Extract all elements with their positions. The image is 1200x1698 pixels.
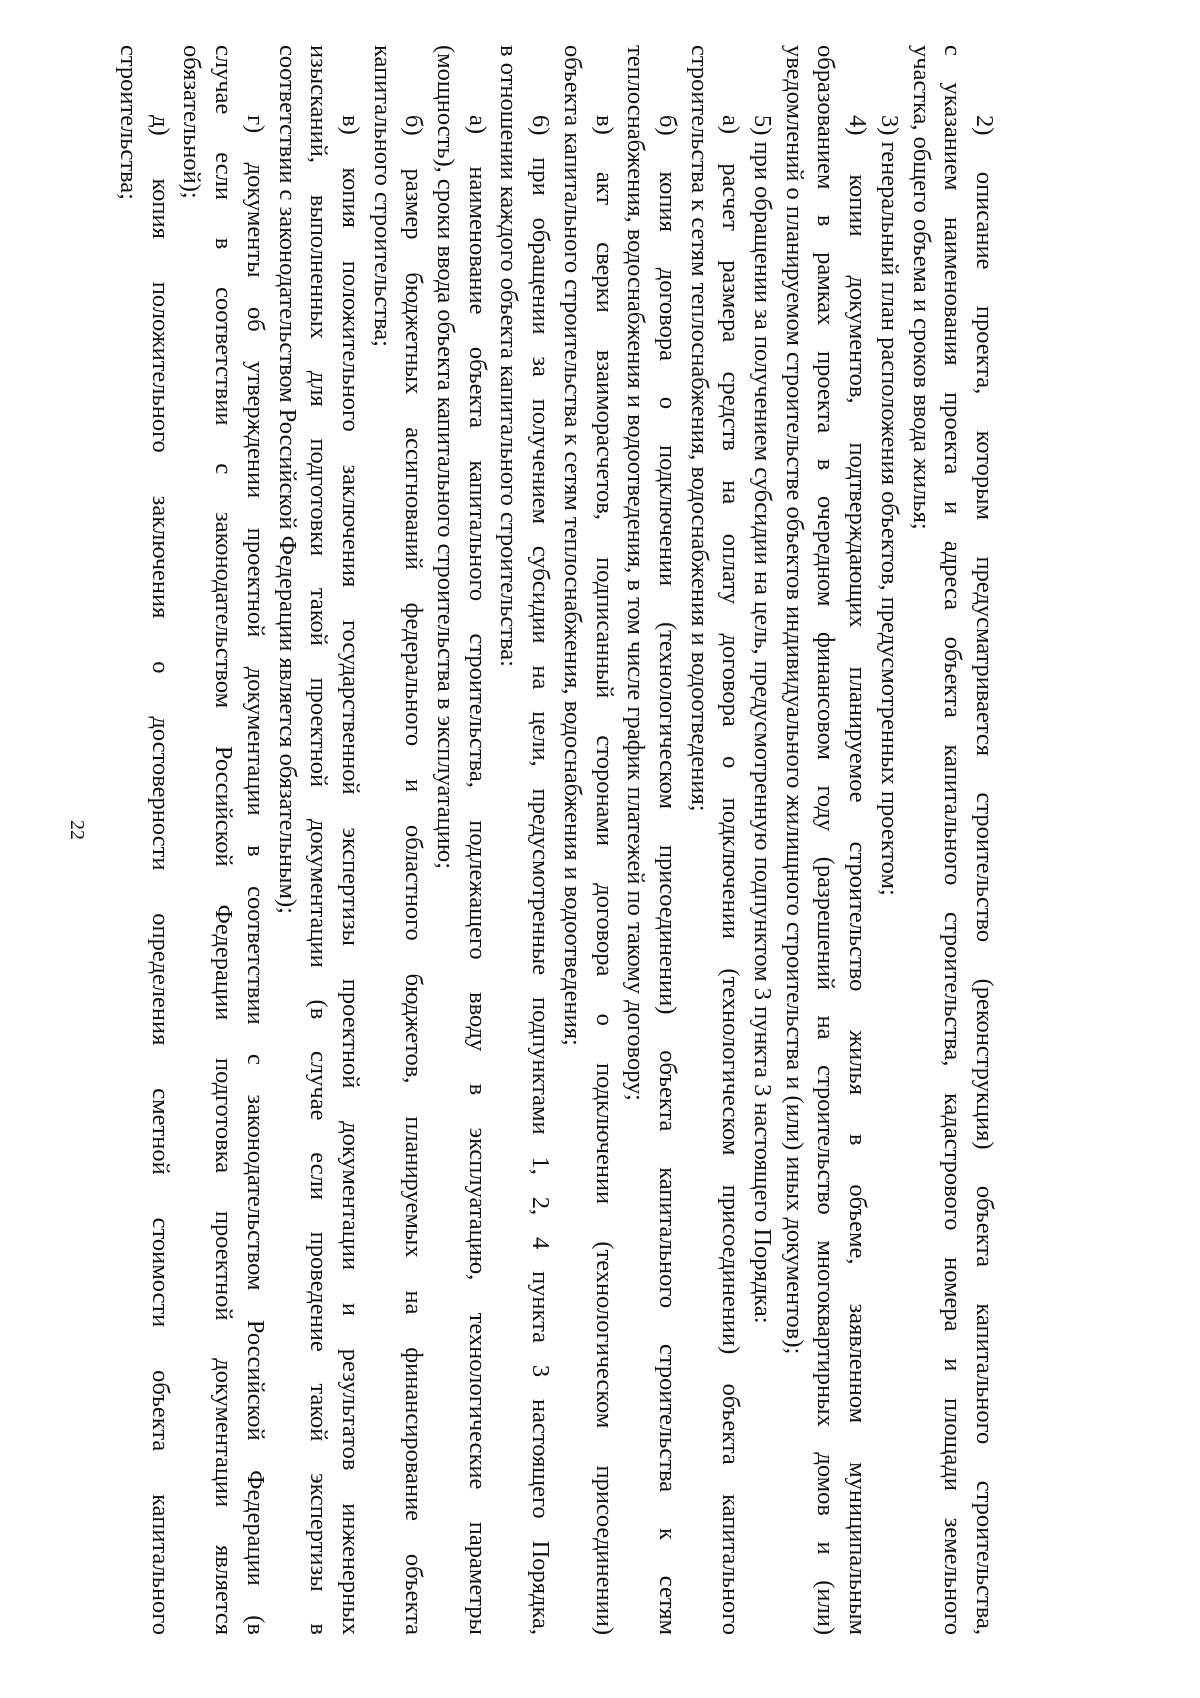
document-line: с указанием наименования проекта и адреса объекта капитального строительства, кадастрового номера и площади земельного — [939, 45, 967, 1635]
document-line: (мощность), сроки ввода объекта капитального строительства в эксплуатацию; — [432, 45, 460, 870]
document-line: а) наименование объекта капитального строительства, подлежащего вводу в эксплуатацию, технологические параметры — [463, 115, 491, 1635]
document-line: г) документы об утверждении проектной документации в соответствии с законодательством Российской Федерации (в — [241, 115, 269, 1635]
document-line: в) копия положительного заключения государственной экспертизы проектной документации и результатов инженерных — [337, 115, 364, 1635]
document-line: в отношении каждого объекта капитального строительства: — [495, 45, 523, 667]
document-line: в) акт сверки взаиморасчетов, подписанный сторонами договора о подключении (технологическом присоединении) — [590, 115, 618, 1635]
document-line: д) копия положительного заключения о достоверности определения сметной стоимости объекта капитального — [146, 115, 174, 1635]
page-number: 22 — [66, 820, 88, 840]
document-line: соответствии с законодательством Российской Федерации является обязательным); — [273, 45, 301, 914]
document-line: строительства; — [115, 45, 143, 200]
document-line: участка, общего объема и сроков ввода жилья; — [907, 45, 935, 530]
document-line: строительства к сетям теплоснабжения, водоснабжения и водоотведения; — [685, 45, 713, 812]
document-line: обязательной); — [178, 45, 206, 199]
document-line: б) копия договора о подключении (технологическом присоединении) объекта капитального строительства к сетям — [654, 115, 681, 1635]
document-line: случае если в соответствии с законодательством Российской Федерации подготовка проектной документации является — [210, 45, 238, 1635]
document-line: 3) генеральный план расположения объектов, предусмотренных проектом; — [875, 115, 903, 896]
document-line: 5) при обращении за получением субсидии на цель, предусмотренную подпунктом 3 пункта 3 настоящего Порядка: — [749, 115, 777, 1324]
document-line: 2) описание проекта, которым предусматривается строительство (реконструкция) объекта капитального строительства, — [971, 115, 998, 1635]
document-line: 4) копии документов, подтверждающих планируемое строительство жилья в объеме, заявленном муниципальным — [844, 115, 872, 1635]
document-line: объекта капитального строительства к сетям теплоснабжения, водоснабжения и водоотведения; — [558, 45, 586, 1046]
document-line: б) размер бюджетных ассигнований федерального и областного бюджетов, планируемых на финансирование объекта — [400, 115, 428, 1635]
document-line: изысканий, выполненных для подготовки такой проектной документации (в случае если проведение такой экспертизы в — [305, 45, 333, 1635]
document-line: уведомлений о планируемом строительстве объектов индивидуального жилищного строительства и (или) иных документов); — [780, 45, 808, 1355]
document-line: 6) при обращении за получением субсидии на цели, предусмотренные подпунктами 1, 2, 4 пункта 3 настоящего Порядка, — [527, 115, 555, 1635]
document-line: теплоснабжения, водоснабжения и водоотведения, в том числе график платежей по такому договору; — [622, 45, 650, 1101]
document-line: а) расчет размера средств на оплату договора о подключении (технологическом присоединении) объекта капитального — [717, 115, 745, 1635]
document-line: капитального строительства; — [368, 45, 396, 347]
document-line: образованием в рамках проекта в очередном финансовом году (разрешений на строительство многоквартирных домов и (или) — [812, 45, 840, 1635]
